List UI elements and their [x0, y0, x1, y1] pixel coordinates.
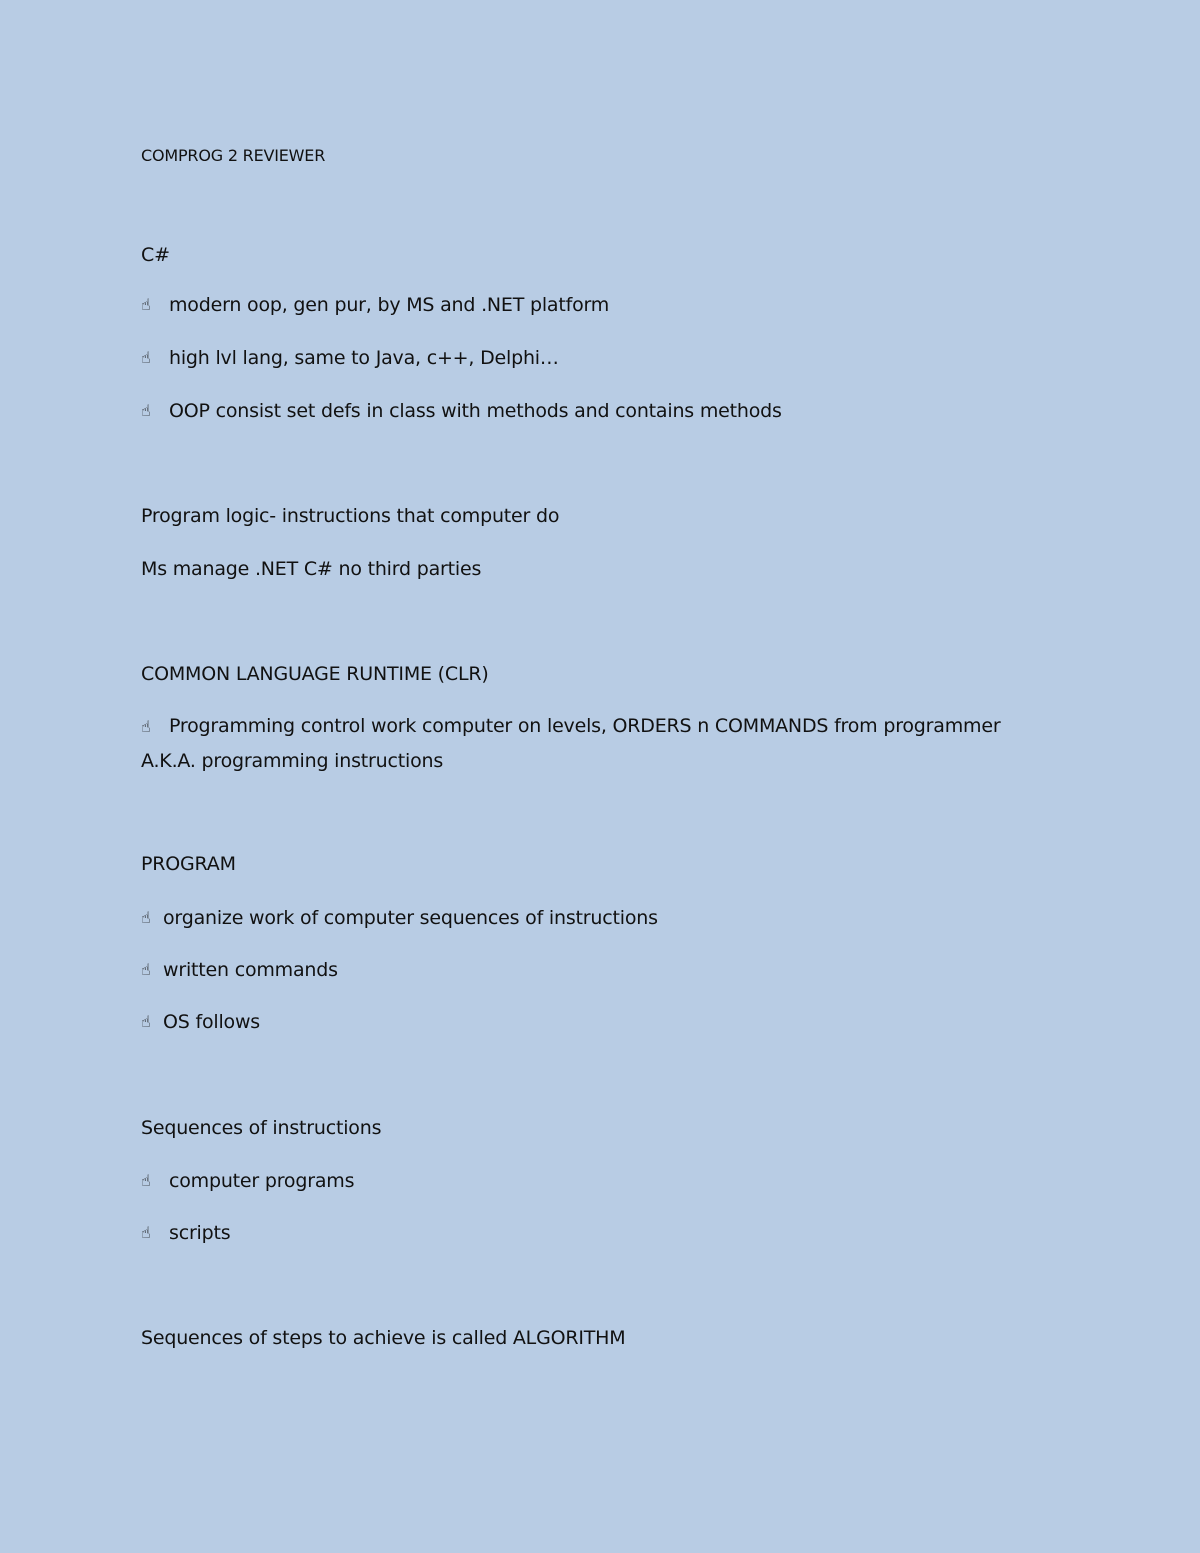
hand-pointer-icon: ☝: [141, 295, 151, 314]
clr-bullet-text: Programming control work computer on levels, ORDERS n COMMANDS from programmer A.K.A. programming instructions: [141, 715, 1001, 772]
csharp-bullet-1: [141, 294, 609, 316]
csharp-bullet-3: [141, 400, 782, 422]
program-bullet-1: [141, 907, 658, 929]
document-title: COMPROG 2 REVIEWER: [141, 146, 326, 165]
sequences-bullet-2: [141, 1222, 230, 1244]
csharp-bullet-2-text: high lvl lang, same to Java, c++, Delphi…: [169, 347, 559, 369]
sequences-heading: Sequences of instructions: [141, 1117, 382, 1139]
csharp-bullet-2: [141, 347, 559, 369]
sequences-bullet-2-text: scripts: [169, 1222, 231, 1244]
program-bullet-3-text: OS follows: [163, 1011, 260, 1033]
clr-heading: COMMON LANGUAGE RUNTIME (CLR): [141, 663, 489, 685]
program-heading: PROGRAM: [141, 853, 236, 875]
program-bullet-2: [141, 959, 338, 981]
hand-pointer-icon: ☝: [141, 1171, 151, 1190]
hand-pointer-icon: ☝: [141, 401, 151, 420]
program-bullet-3: [141, 1011, 260, 1033]
csharp-bullet-3-text: OOP consist set defs in class with methods and contains methods: [169, 400, 782, 422]
program-logic-note: Program logic- instructions that computer do: [141, 505, 560, 527]
clr-bullet: [141, 709, 1041, 778]
csharp-heading: C#: [141, 244, 170, 266]
hand-pointer-icon: ☝: [141, 960, 151, 979]
hand-pointer-icon: ☝: [141, 717, 151, 736]
sequences-bullet-1-text: computer programs: [169, 1170, 355, 1192]
sequences-bullet-1: [141, 1170, 354, 1192]
csharp-bullet-1-text: modern oop, gen pur, by MS and .NET platform: [169, 294, 610, 316]
ms-manage-note: Ms manage .NET C# no third parties: [141, 558, 482, 580]
program-bullet-1-text: organize work of computer sequences of instructions: [163, 907, 658, 929]
hand-pointer-icon: ☝: [141, 348, 151, 367]
hand-pointer-icon: ☝: [141, 1223, 151, 1242]
program-bullet-2-text: written commands: [163, 959, 338, 981]
hand-pointer-icon: ☝: [141, 1012, 151, 1031]
algorithm-note: Sequences of steps to achieve is called ALGORITHM: [141, 1327, 626, 1349]
hand-pointer-icon: ☝: [141, 908, 151, 927]
